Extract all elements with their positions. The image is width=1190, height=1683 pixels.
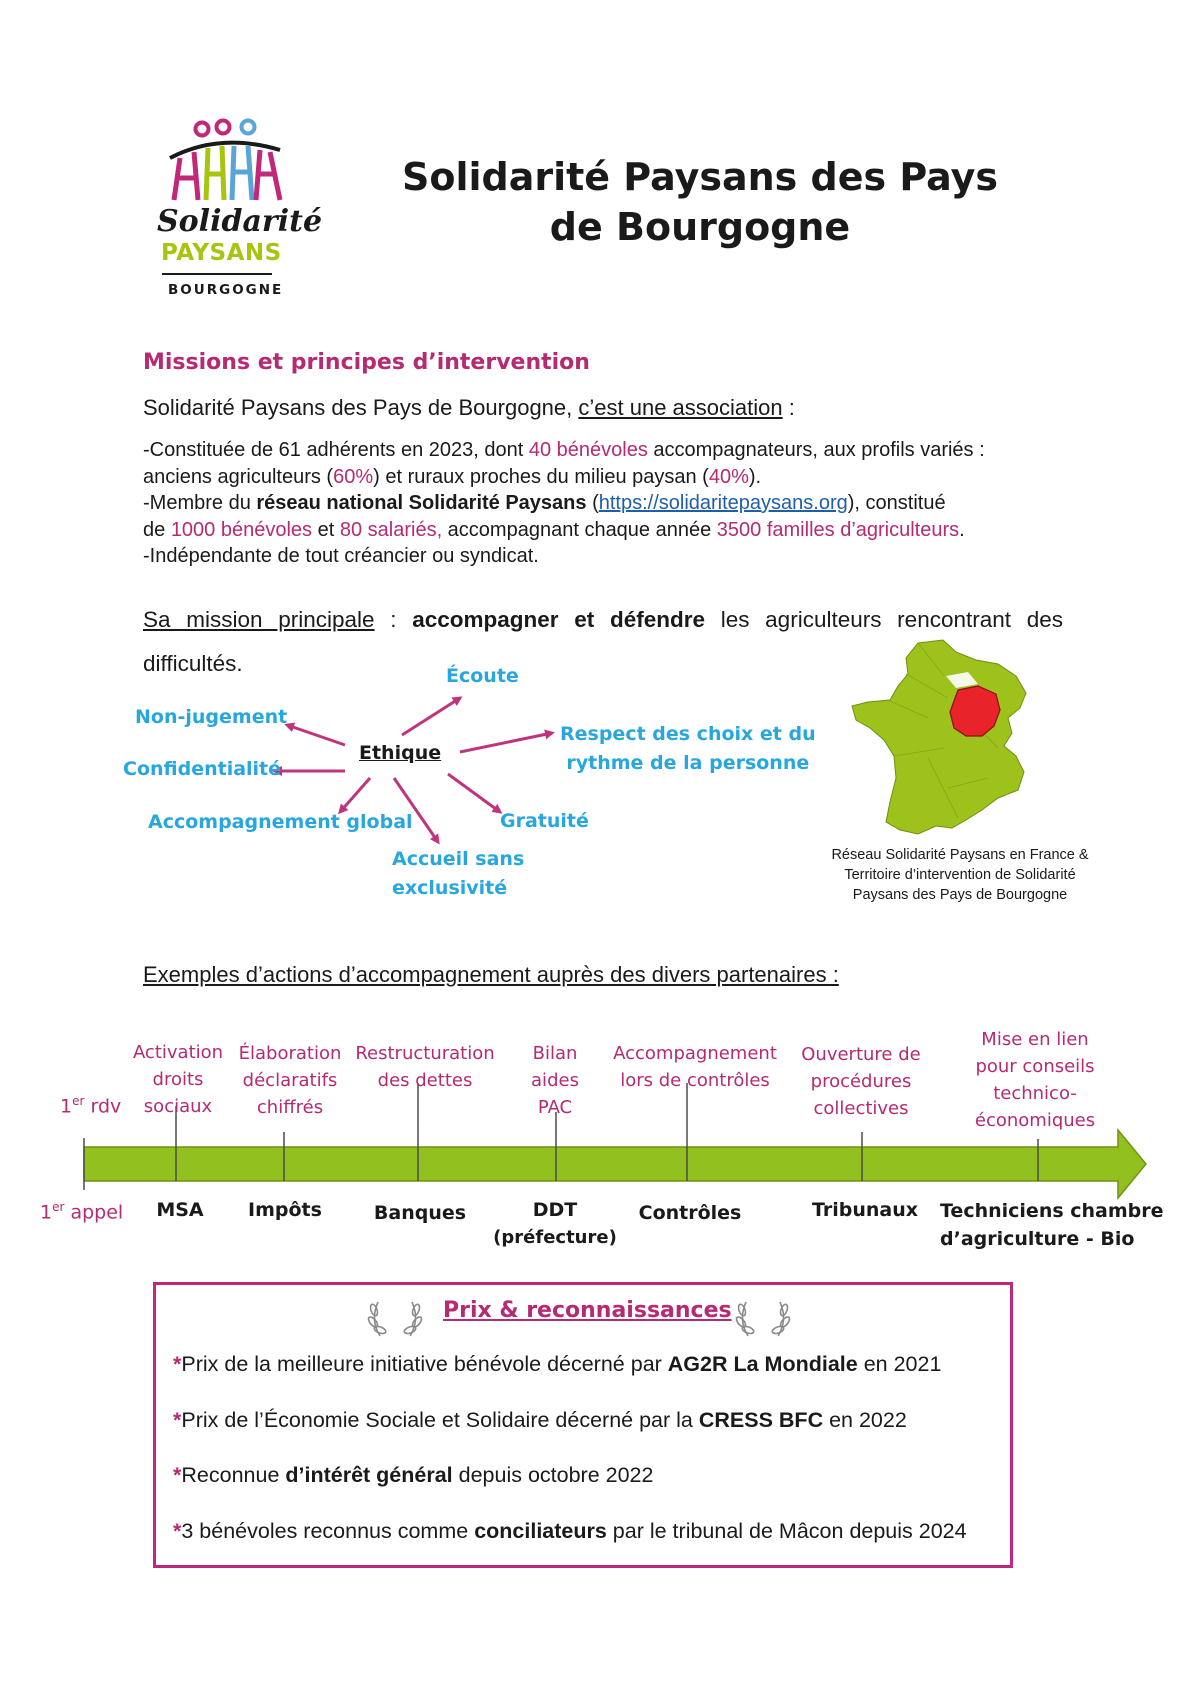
text: accompagnateurs, aux profils variés : (647, 439, 985, 461)
line: Bilan (532, 1043, 578, 1064)
mission-label: Sa mission principale (143, 607, 375, 632)
highlight-benevoles: 40 bénévoles (528, 439, 648, 461)
logo-text-bourgogne: BOURGOGNE (168, 282, 284, 298)
text: -Membre du (143, 492, 257, 514)
solidarite-paysans-link[interactable]: https://solidaritepaysans.org (598, 492, 848, 514)
text: ( (586, 492, 599, 514)
caption-line2: Territoire d’intervention de Solidarité (844, 867, 1076, 883)
timeline-tribunaux: Tribunaux (811, 1199, 918, 1221)
ethique-accompagnement-global: Accompagnement global (148, 811, 413, 833)
intro-suffix: : (782, 395, 795, 420)
timeline-ouverture (786, 1041, 936, 1122)
star-icon: * (173, 1352, 182, 1376)
missions-heading: Missions et principes d’intervention (143, 350, 590, 375)
timeline-activation (118, 1039, 238, 1120)
text: -Constituée de 61 adhérents en 2023, dont (143, 439, 529, 461)
highlight-60: 60% (333, 465, 374, 488)
logo-text-solidarite: Solidarité (157, 204, 323, 239)
prix-title: Prix & reconnaissances (443, 1298, 732, 1323)
text: en 2022 (823, 1408, 907, 1432)
line: procédures (810, 1071, 912, 1092)
prefecture-label: (préfecture) (493, 1227, 617, 1248)
timeline-arrow (84, 1130, 1146, 1198)
timeline-controles: Contrôles (638, 1202, 742, 1224)
mission-bold: accompagner et défendre (412, 607, 705, 632)
text: en 2021 (857, 1352, 942, 1376)
timeline-techniciens (940, 1197, 1170, 1253)
appel-sup: er (52, 1200, 65, 1214)
accueil-line2: exclusivité (392, 877, 508, 899)
rdv-sup: er (72, 1094, 85, 1108)
line: collectives (813, 1098, 909, 1119)
ethique-ecoute: Écoute (446, 665, 519, 687)
text: Prix de la meilleure initiative bénévole décerné par (181, 1352, 668, 1376)
text: par le tribunal de Mâcon depuis 2024 (606, 1519, 967, 1543)
highlight-40: 40% (708, 465, 749, 488)
line: Accompagnement (613, 1043, 777, 1064)
bold: d’intérêt général (285, 1463, 453, 1487)
ethique-center: Ethique (359, 742, 442, 764)
laurel-right-icon (734, 1296, 792, 1340)
timeline-ddt (490, 1196, 620, 1252)
prix-item-cress (173, 1408, 907, 1433)
techniciens-line1: Techniciens chambre (940, 1200, 1164, 1222)
line: sociaux (143, 1096, 213, 1117)
timeline-restructuration (345, 1040, 505, 1094)
highlight-3500: 3500 familles d’agriculteurs (716, 518, 960, 541)
line: PAC (537, 1097, 573, 1118)
intro-prefix: Solidarité Paysans des Pays de Bourgogne, (143, 395, 579, 420)
text: ), constitué (847, 492, 946, 514)
laurel-left-icon (366, 1296, 424, 1340)
line: Mise en lien (981, 1029, 1089, 1050)
text: et (312, 518, 340, 541)
star-icon: * (173, 1408, 182, 1432)
prix-item-interet-general (173, 1463, 653, 1488)
timeline-accompagnement (605, 1040, 785, 1094)
intro-underlined: c’est une association (578, 395, 783, 420)
appel-num: 1 (40, 1201, 53, 1224)
caption-line3: Paysans des Pays de Bourgogne (852, 887, 1068, 903)
line: déclaratifs (242, 1070, 338, 1091)
timeline-first-rdv (60, 1094, 121, 1117)
mission-rest: les agriculteurs rencontrant des difficultés. (143, 607, 1063, 676)
prix-item-conciliateurs (173, 1519, 967, 1544)
text: de (143, 518, 171, 541)
timeline-impots: Impôts (248, 1199, 322, 1221)
line: technico- (993, 1083, 1077, 1104)
page-title: Solidarité Paysans des Pays de Bourgogne (401, 155, 999, 249)
text: depuis octobre 2022 (452, 1463, 654, 1487)
timeline-banques: Banques (373, 1202, 467, 1224)
text: ). (748, 465, 762, 488)
timeline-mise-en-lien (960, 1026, 1110, 1134)
ethique-gratuite: Gratuité (500, 810, 589, 832)
ethique-non-jugement: Non-jugement (135, 706, 288, 728)
bold: AG2R La Mondiale (667, 1352, 858, 1376)
highlight-1000: 1000 bénévoles (170, 518, 313, 541)
bold: conciliateurs (474, 1519, 607, 1543)
text: accompagnant chaque année (442, 518, 717, 541)
text: : (374, 607, 413, 632)
accueil-line1: Accueil sans (392, 848, 525, 870)
line: aides (531, 1070, 579, 1091)
timeline-first-appel (40, 1200, 123, 1223)
text: Reconnue (181, 1463, 286, 1487)
ethique-confidentialite: Confidentialité (123, 758, 282, 780)
star-icon: * (173, 1519, 182, 1543)
bold: CRESS BFC (698, 1408, 824, 1432)
timeline-heading: Exemples d’actions d’accompagnement auprès des divers partenaires : (143, 962, 839, 987)
text: . (959, 518, 965, 541)
line: des dettes (377, 1070, 473, 1091)
line: Élaboration (238, 1043, 342, 1064)
respect-line2: rythme de la personne (566, 752, 810, 774)
text: Prix de l’Économie Sociale et Solidaire décerné par la (181, 1408, 699, 1432)
timeline-bilan (510, 1040, 600, 1121)
text: anciens agriculteurs ( (143, 465, 334, 488)
caption-line1: Réseau Solidarité Paysans en France & (831, 847, 1089, 863)
line: lors de contrôles (620, 1070, 770, 1091)
line: Ouverture de (801, 1044, 921, 1065)
prix-item-ag2r (173, 1352, 941, 1377)
reseau-national: réseau national Solidarité Paysans (256, 492, 587, 514)
respect-line1: Respect des choix et du (560, 723, 816, 745)
appel-text: appel (64, 1201, 124, 1224)
line: Activation (132, 1042, 224, 1063)
rdv-text: rdv (84, 1095, 122, 1118)
line: économiques (974, 1110, 1096, 1131)
rdv-num: 1 (60, 1095, 73, 1118)
timeline-elaboration (228, 1040, 352, 1121)
line: pour conseils (975, 1056, 1095, 1077)
star-icon: * (173, 1463, 182, 1487)
text: 3 bénévoles reconnus comme (181, 1519, 475, 1543)
logo-text-paysans: PAYSANS (161, 240, 282, 266)
text: ) et ruraux proches du milieu paysan ( (373, 465, 709, 488)
techniciens-line2: d’agriculture - Bio (940, 1228, 1135, 1250)
highlight-80: 80 salariés, (339, 518, 443, 541)
line-independante: -Indépendante de tout créancier ou syndicat. (143, 545, 539, 567)
timeline-msa: MSA (156, 1199, 204, 1221)
line: chiffrés (256, 1097, 324, 1118)
line: Restructuration (355, 1043, 495, 1064)
line: droits (152, 1069, 204, 1090)
ddt-label: DDT (532, 1199, 578, 1221)
